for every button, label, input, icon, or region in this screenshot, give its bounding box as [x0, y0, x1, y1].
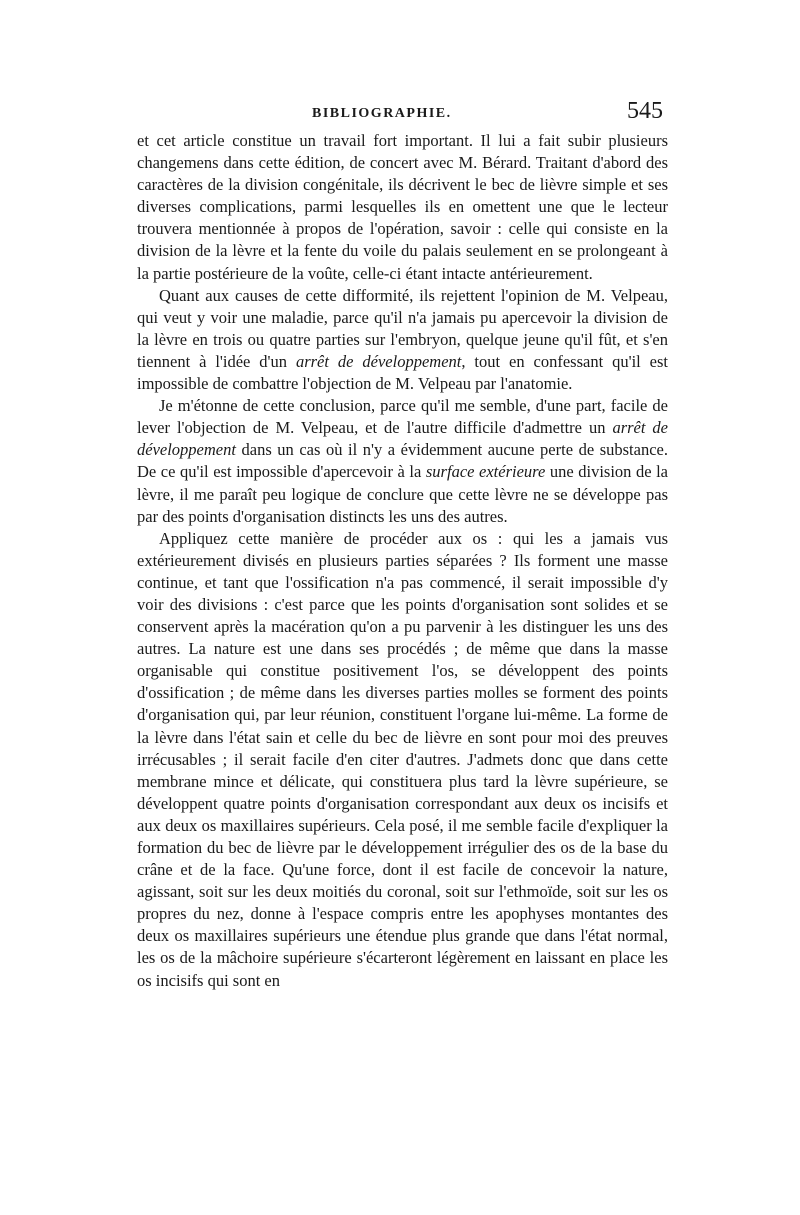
- text-run: Appliquez cette manière de procéder aux os : qui les a jamais vus extérieurement divisés en plusieurs parties séparées ? Ils forment une masse continue, et tant que l'ossification n'a pas commencé, il serait impossible d'y voir des divisions : c'est parce que les points d'organisation sont solides et se conservent après la macération qu'on a pu parvenir à les distinguer les uns des autres. La nature est une dans ses procédés ; de même que dans la masse organisable qui constitue positivement l'os, se développent des points d'ossification ; de même dans les diverses parties molles se forment des points d'organisation qui, par leur réunion, constituent l'organe lui-même. La forme de la lèvre dans l'état sain et celle du bec de lièvre en sont pour moi des preuves irrécusables ; il serait facile d'en citer d'autres. J'admets donc que dans cette membrane mince et délicate, qui constituera plus tard la lèvre supérieure, se développent quatre points d'organisation correspondant aux deux os incisifs et aux deux os maxillaires supérieurs. Cela posé, il me semble facile d'expliquer la formation du bec de lièvre par le développement irrégulier des os de la base du crâne et de la face. Qu'une force, dont il est facile de concevoir la nature, agissant, soit sur les deux moitiés du coronal, soit sur l'ethmoïde, soit sur les os propres du nez, donne à l'espace compris entre les apophyses montantes des deux os maxillaires supérieurs une étendue plus grande que dans l'état normal, les os de la mâchoire supérieure s'écarteront légèrement en laissant en place les os incisifs qui sont en: [137, 528, 668, 990]
- body-text: [137, 130, 668, 992]
- paragraph-4: [137, 528, 668, 992]
- paragraph-3: [137, 395, 668, 528]
- text-run: Je m'étonne de cette conclusion, parce qu'il me semble, d'une part, facile de lever l'objection de M. Velpeau, et de l'autre difficile d'admettre un: [137, 396, 668, 438]
- page-number: 545: [627, 98, 663, 124]
- text-run: et cet article constitue un travail fort important. Il lui a fait subir plusieurs changemens dans cette édition, de concert avec M. Bérard. Traitant d'abord des caractères de la division congénitale, ils décrivent le bec de lièvre simple et ses diverses complications, parmi lesquelles ils en omettent une que le lecteur trouvera mentionnée à propos de l'opération, savoir : celle qui consiste en la division de la lèvre et la fente du voile du palais seulement en se prolongeant à la partie postérieure de la voûte, celle-ci étant intacte antérieurement.: [137, 131, 668, 283]
- running-title: BIBLIOGRAPHIE.: [312, 106, 452, 121]
- italic-run: arrêt de développement: [295, 351, 462, 371]
- text-run: Quant aux causes de cette difformité, ils rejettent l'opinion de M. Velpeau, qui veut y voir une maladie, parce qu'il n'a jamais pu apercevoir la division de la lèvre en trois ou quatre parties sur l'embryon, quelque jeune qu'il fût, et s'en tiennent à l'idée d'un: [137, 285, 668, 371]
- text-run: une division de la lèvre, il me paraît peu logique de conclure que cette lèvre ne se développe pas par des points d'organisation distincts les uns des autres.: [137, 462, 669, 526]
- paragraph-1: [137, 130, 668, 285]
- italic-run: surface extérieure: [425, 462, 546, 482]
- text-run: , tout en confessant qu'il est impossible de combattre l'objection de M. Velpeau par l'anatomie.: [137, 351, 668, 394]
- paragraph-2: [137, 285, 668, 395]
- page-header: [137, 100, 663, 130]
- text-run: dans un cas où il n'y a évidemment aucune perte de substance. De ce qu'il est impossible d'apercevoir à la: [137, 440, 668, 482]
- italic-run: arrêt de développement: [137, 418, 668, 460]
